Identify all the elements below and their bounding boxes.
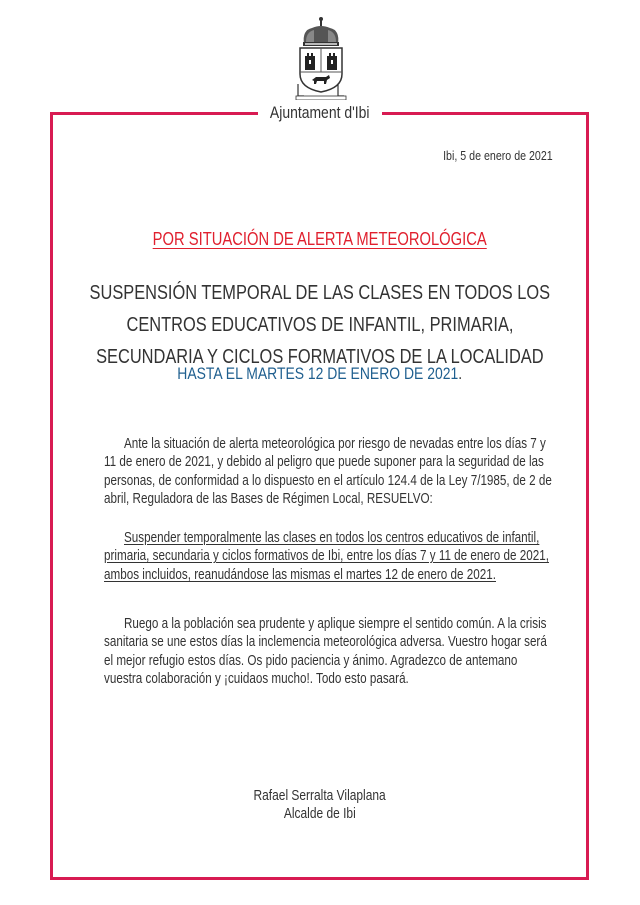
line-text: personas, de conformidad a lo dispuesto en el artículo 124.4 de la Ley 7/1985, de 2 de: [104, 472, 552, 489]
until-date-value: HASTA EL MARTES 12 DE ENERO DE 2021: [177, 364, 459, 383]
crown-icon: [303, 17, 339, 46]
line-text: Ruego a la población sea prudente y aplique siempre el sentido común. A la crisis: [124, 616, 547, 632]
document-date: [419, 148, 553, 163]
paragraph-line: [104, 529, 542, 547]
title-line: SECUNDARIA Y CICLOS FORMATIVOS DE LA LOCALIDAD: [96, 346, 544, 368]
line-text: el mejor refugio estos días. Os pido paciencia y ánimo. Agradezco de antemano: [104, 652, 518, 669]
paragraph-line: [104, 615, 547, 633]
title-line: CENTROS EDUCATIVOS DE INFANTIL, PRIMARIA,: [126, 314, 514, 336]
line-text: sanitaria se une estos días la inclemencia meteorológica adversa. Vuestro hogar será: [104, 634, 547, 651]
paragraph-line: [104, 435, 546, 453]
paragraph-line: [104, 633, 547, 651]
line-text: abril, Reguladora de las Bases de Régimen Local, RESUELVO:: [104, 490, 433, 507]
line-text: vuestra colaboración y ¡cuidaos mucho!. Todo esto pasará.: [104, 670, 409, 687]
alert-heading-text: POR SITUACIÓN DE ALERTA METEOROLÓGICA: [152, 229, 488, 249]
line-text: ambos incluidos, reanudándose las mismas el martes 12 de enero de 2021.: [104, 566, 496, 583]
paragraph-line: [104, 472, 552, 490]
until-period: .: [458, 364, 463, 383]
paragraph-line: [104, 652, 542, 670]
motto-banner: [296, 96, 346, 100]
paragraph-line: [104, 453, 542, 471]
line-text: primaria, secundaria y ciclos formativos de Ibi, entre los días 7 y 11 de enero de 2021,: [104, 548, 549, 565]
paragraph-resolution: [104, 529, 549, 584]
shield-icon: [300, 48, 342, 92]
signature-block: [0, 787, 640, 823]
main-title: [0, 277, 640, 373]
title-line: SUSPENSIÓN TEMPORAL DE LAS CLASES EN TODOS LOS: [89, 282, 551, 304]
line-text: 11 de enero de 2021, y debido al peligro que puede suponer para la seguridad de las: [104, 454, 544, 471]
signatory-position: Alcalde de Ibi: [284, 806, 356, 822]
line-text: Ante la situación de alerta meteorológica por riesgo de nevadas entre los días 7 y: [124, 436, 546, 452]
paragraph-line: [104, 547, 549, 565]
organization-name: [258, 103, 382, 123]
paragraph-line: [104, 566, 542, 584]
paragraph-line: [104, 490, 542, 508]
until-date-text: [178, 364, 463, 384]
signatory-name: Rafael Serralta Vilaplana: [253, 788, 387, 804]
alert-heading: [0, 229, 640, 250]
paragraph-line: [104, 670, 542, 688]
date-text: Ibi, 5 de enero de 2021: [443, 148, 553, 163]
line-text: Suspender temporalmente las clases en todos los centros educativos de infantil,: [124, 530, 540, 546]
organization-name-text: Ajuntament d'Ibi: [270, 103, 370, 122]
coat-of-arms-icon: [290, 16, 352, 100]
until-date-heading: [0, 364, 640, 384]
paragraph-intro: [104, 435, 552, 508]
paragraph-appeal: [104, 615, 547, 688]
